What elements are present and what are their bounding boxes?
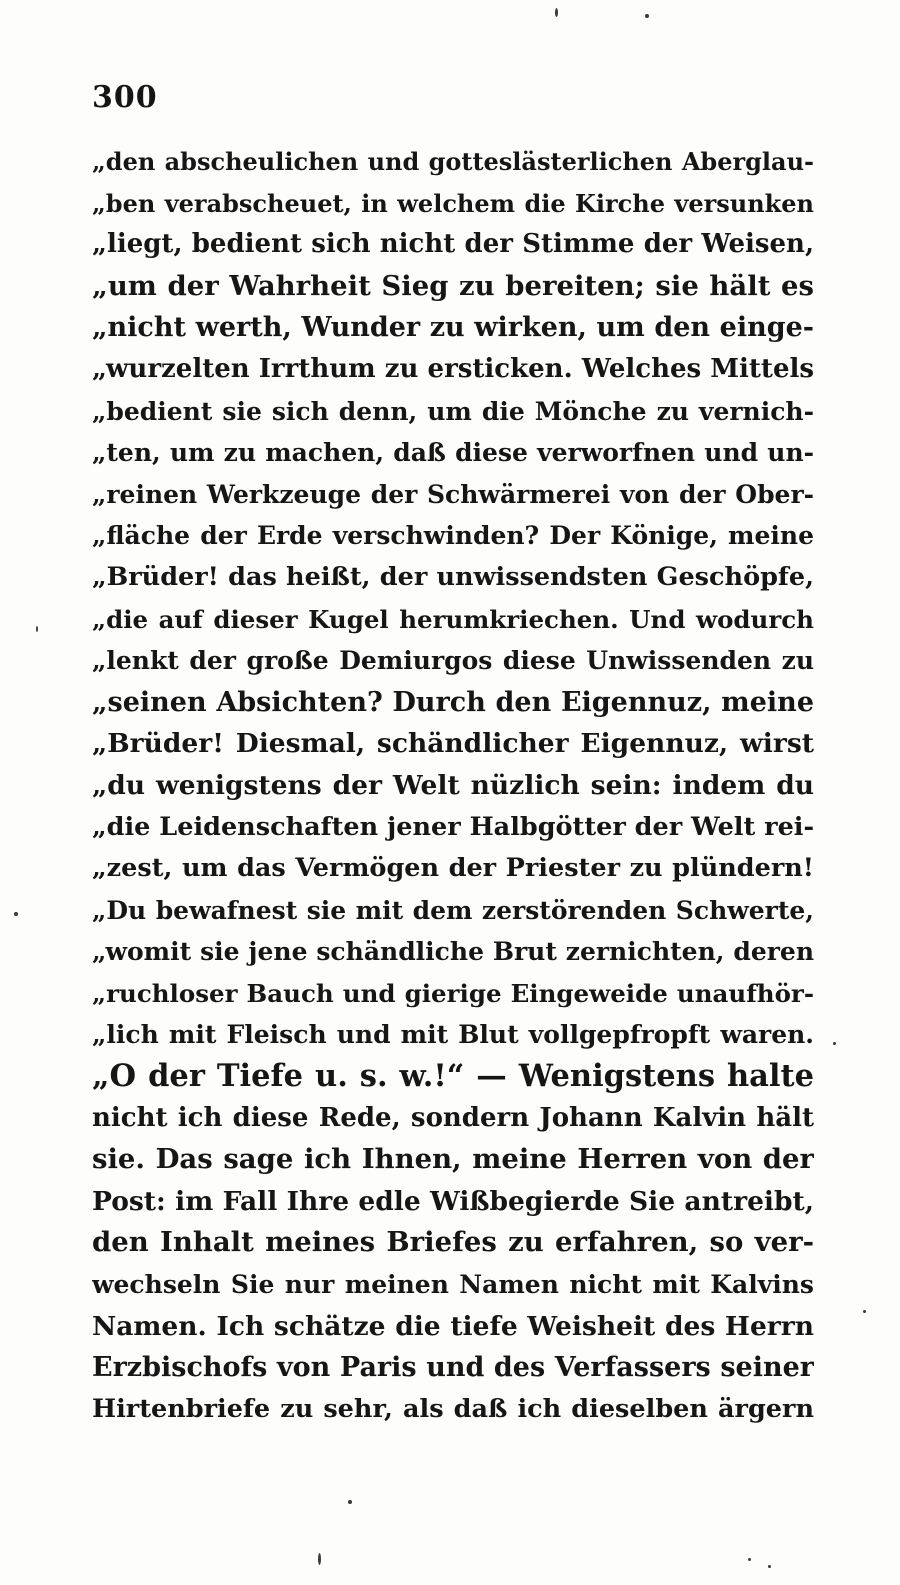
text-line: „seinen Absichten? Durch den Eigennuz, meine	[92, 686, 814, 718]
text-line: „liegt, bedient sich nicht der Stimme der Weisen,	[92, 229, 814, 260]
text-line: „Du bewafnest sie mit dem zerstörenden Schwerte,	[92, 895, 814, 925]
text-line: „O der Tiefe u. s. w.!“ — Wenigstens halte	[92, 1058, 814, 1095]
scan-speck	[348, 1500, 352, 1504]
text-line: Namen. Ich schätze die tiefe Weisheit des Herrn	[92, 1310, 814, 1342]
text-line: „ten, um zu machen, daß diese verworfnen und un-	[92, 438, 814, 468]
scan-speck	[768, 1565, 771, 1568]
text-line: den Inhalt meines Briefes zu erfahren, so ver-	[92, 1226, 814, 1259]
text-line: „die Leidenschaften jener Halbgötter der Welt rei-	[92, 811, 814, 842]
text-line: „lich mit Fleisch und mit Blut vollgepfropft waren.	[92, 1020, 814, 1050]
scan-speck	[863, 1310, 866, 1313]
text-line: wechseln Sie nur meinen Namen nicht mit Kalvins	[92, 1270, 814, 1300]
body-text	[92, 141, 814, 1430]
text-line: „Brüder! Diesmal, schändlicher Eigennuz, wirst	[92, 728, 814, 760]
text-line: „bedient sie sich denn, um die Mönche zu vernich-	[92, 396, 814, 426]
text-line: „ruchloser Bauch und gierige Eingeweide unaufhör-	[92, 978, 814, 1008]
text-line: „ben verabscheuet, in welchem die Kirche versunken	[92, 188, 814, 218]
text-line: „reinen Werkzeuge der Schwärmerei von der Ober-	[92, 479, 814, 509]
text-line: „du wenigstens der Welt nüzlich sein: indem du	[92, 769, 814, 801]
text-line: Erzbischofs von Paris und des Verfassers seiner	[92, 1352, 814, 1384]
text-line: „um der Wahrheit Sieg zu bereiten; sie hält es	[92, 269, 814, 302]
scan-speck	[555, 8, 558, 17]
text-line: „wurzelten Irrthum zu ersticken. Welches Mittels	[92, 353, 814, 384]
text-line: nicht ich diese Rede, sondern Johann Kalvin hält	[92, 1102, 814, 1133]
text-line: „die auf dieser Kugel herumkriechen. Und wodurch	[92, 604, 814, 634]
text-line: Post: im Fall Ihre edle Wißbegierde Sie antreibt,	[92, 1185, 814, 1217]
scan-speck	[645, 14, 649, 18]
text-line: „Brüder! das heißt, der unwissendsten Geschöpfe,	[92, 561, 814, 592]
text-line: „nicht werth, Wunder zu wirken, um den einge-	[92, 312, 814, 344]
scan-speck	[14, 912, 18, 916]
text-line: „fläche der Erde verschwinden? Der Könige, meine	[92, 521, 814, 551]
text-line: „lenkt der große Demiurgos diese Unwissenden zu	[92, 646, 814, 676]
scan-speck	[833, 1042, 836, 1045]
text-line: Hirtenbriefe zu sehr, als daß ich dieselben ärgern	[92, 1393, 814, 1424]
text-line: „zest, um das Vermögen der Priester zu plündern!	[92, 853, 814, 884]
text-line: „den abscheulichen und gotteslästerlichen Aberglau-	[92, 147, 814, 176]
scan-speck	[318, 1553, 321, 1565]
text-line: sie. Das sage ich Ihnen, meine Herren von der	[92, 1143, 814, 1176]
scan-speck	[36, 626, 38, 632]
scan-speck	[748, 1558, 751, 1561]
text-line: „womit sie jene schändliche Brut zernichten, deren	[92, 937, 814, 967]
page-number: 300	[92, 80, 158, 115]
